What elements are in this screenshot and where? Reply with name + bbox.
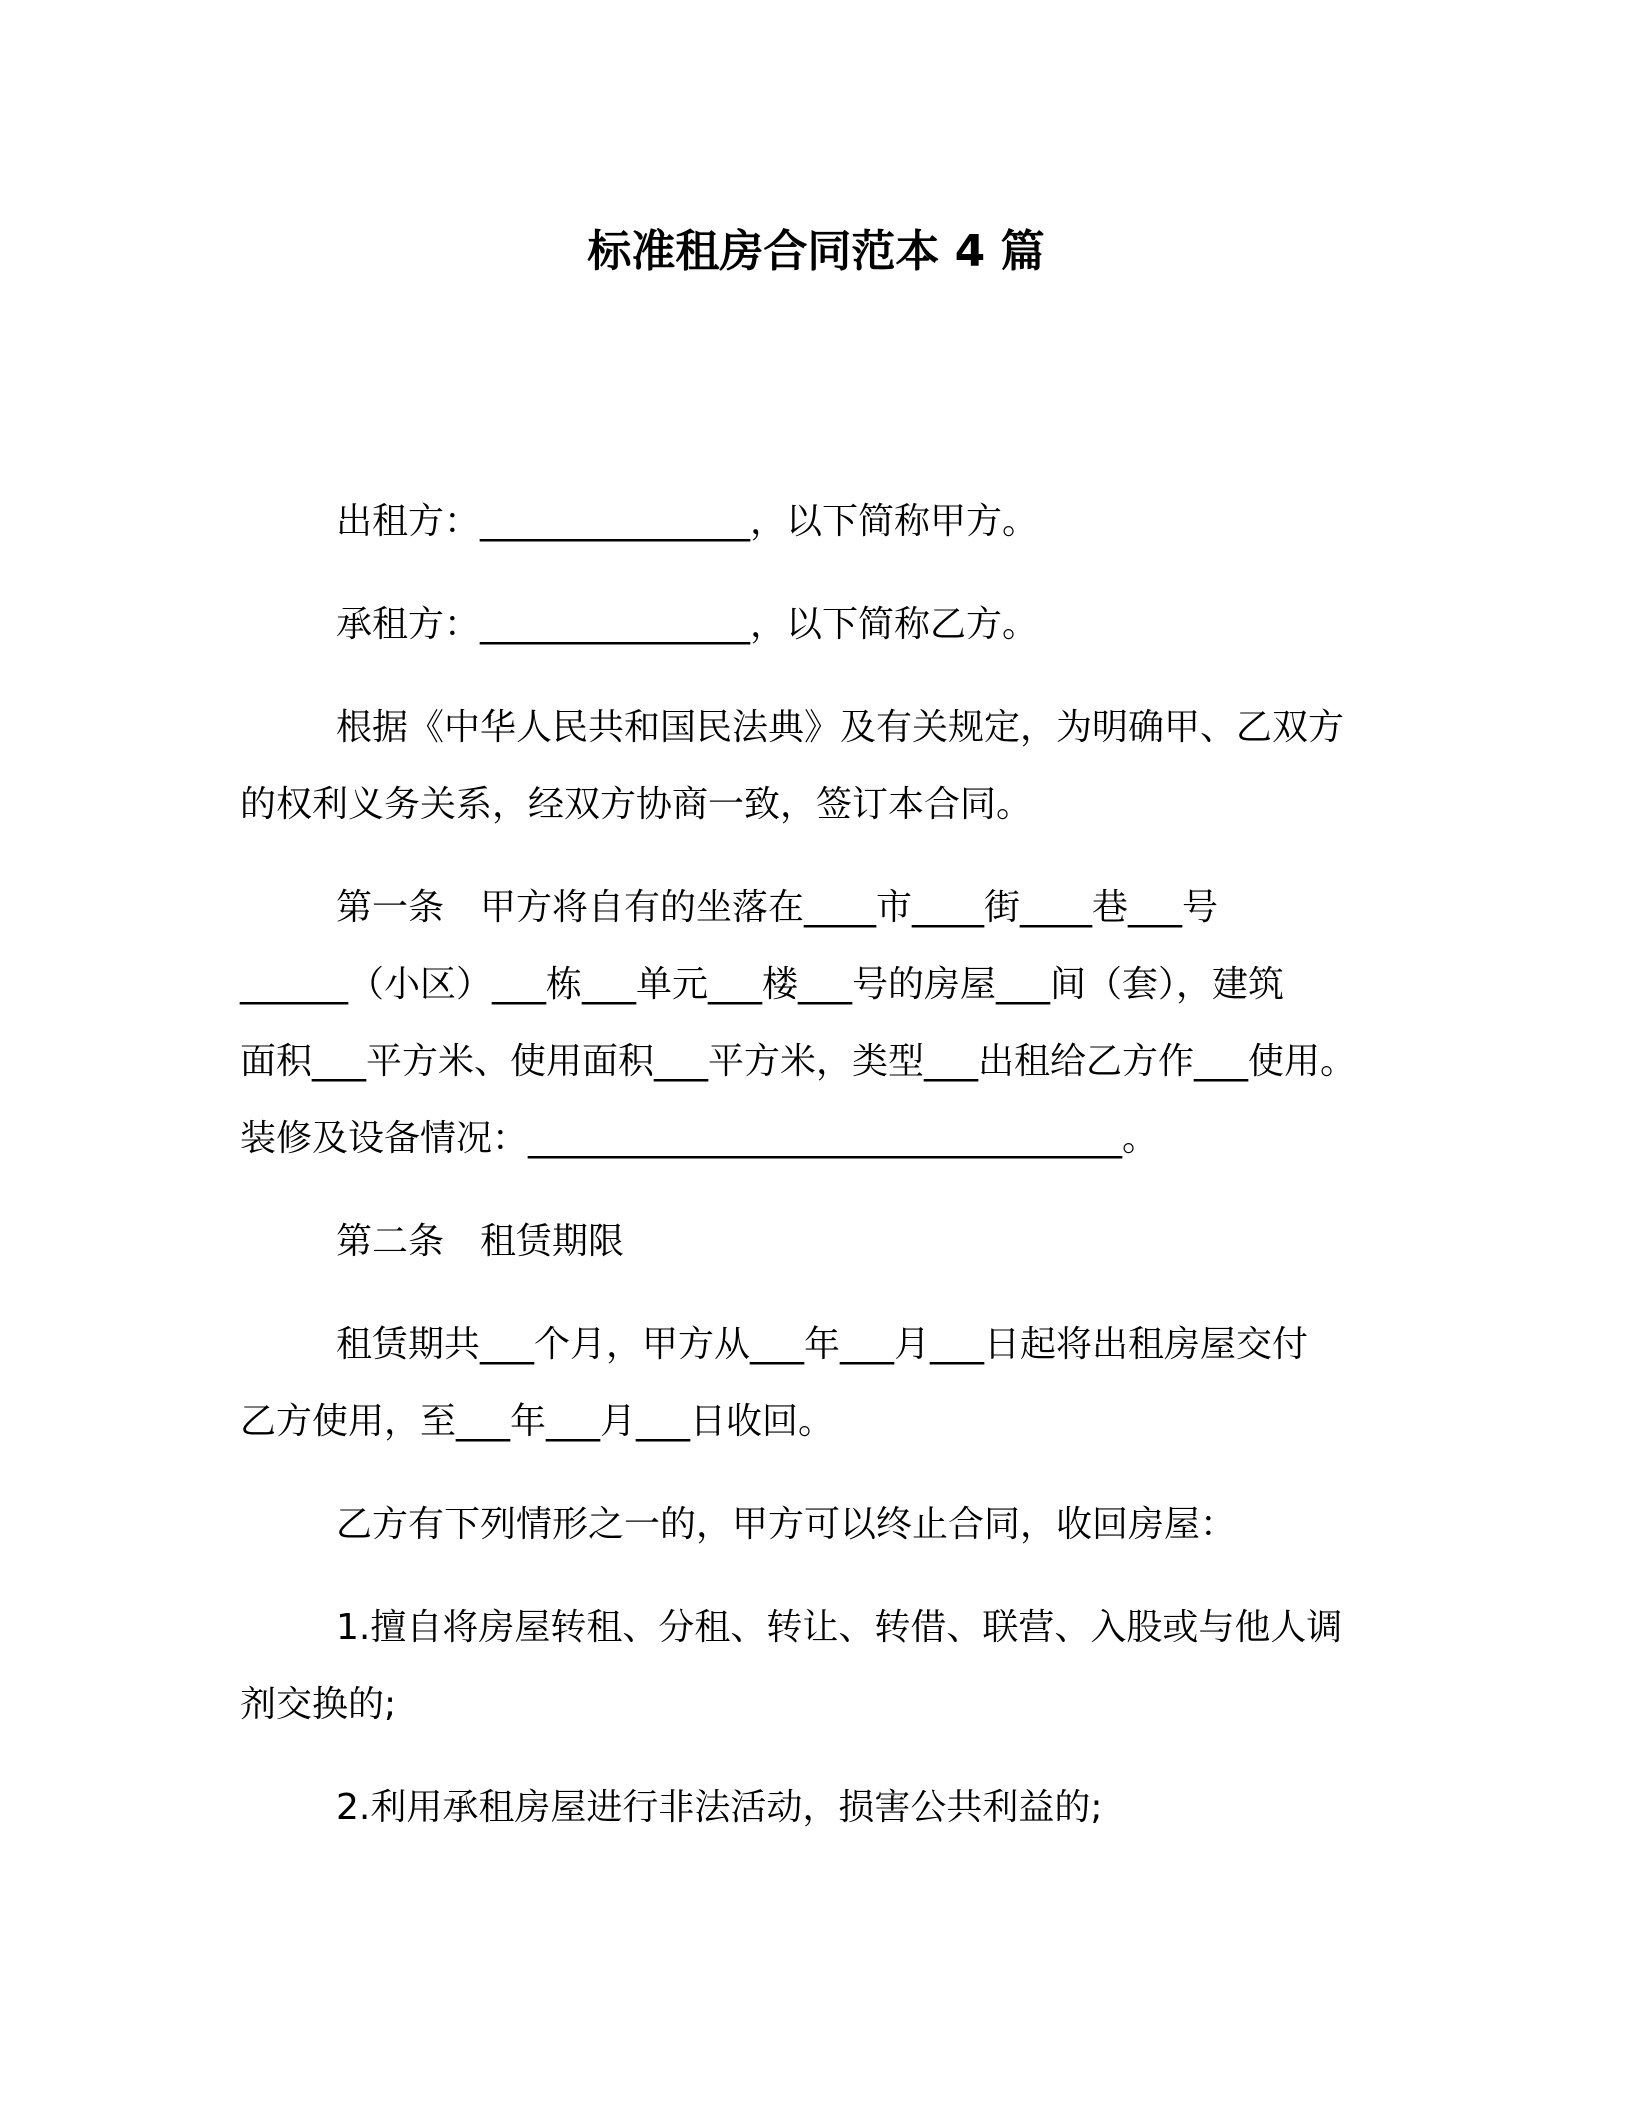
termination-item-2: 2.利用承租房屋进行非法活动，损害公共利益的; xyxy=(336,1787,1103,1828)
lessor-line: 出租方：_______________，以下简称甲方。 xyxy=(336,501,1039,542)
article-1-line-4: 装修及设备情况：_________________________________。 xyxy=(240,1118,1159,1159)
termination-item-1-line-1: 1.擅自将房屋转租、分租、转让、转借、联营、入股或与他人调 xyxy=(336,1607,1343,1648)
document-title: 标准租房合同范本 4 篇 xyxy=(587,226,1045,277)
article-1-line-2: ______（小区）___栋___单元___楼___号的房屋___间（套），建筑 xyxy=(240,964,1285,1005)
article-1-line-3: 面积___平方米、使用面积___平方米，类型___出租给乙方作___使用。 xyxy=(240,1041,1357,1082)
preamble-line-1: 根据《中华人民共和国民法典》及有关规定，为明确甲、乙双方 xyxy=(336,707,1345,748)
article-1-line-1: 第一条 甲方将自有的坐落在____市____街____巷___号 xyxy=(336,887,1219,928)
termination-intro: 乙方有下列情形之一的，甲方可以终止合同，收回房屋： xyxy=(336,1504,1237,1545)
termination-item-1-line-2: 剂交换的; xyxy=(240,1684,397,1725)
preamble-line-2: 的权利义务关系，经双方协商一致，签订本合同。 xyxy=(240,784,1033,825)
lease-term-line-2: 乙方使用，至___年___月___日收回。 xyxy=(240,1401,835,1442)
lessee-line: 承租方：_______________，以下简称乙方。 xyxy=(336,604,1039,645)
article-2-heading: 第二条 租赁期限 xyxy=(336,1221,625,1262)
lease-term-line-1: 租赁期共___个月，甲方从___年___月___日起将出租房屋交付 xyxy=(336,1324,1309,1365)
